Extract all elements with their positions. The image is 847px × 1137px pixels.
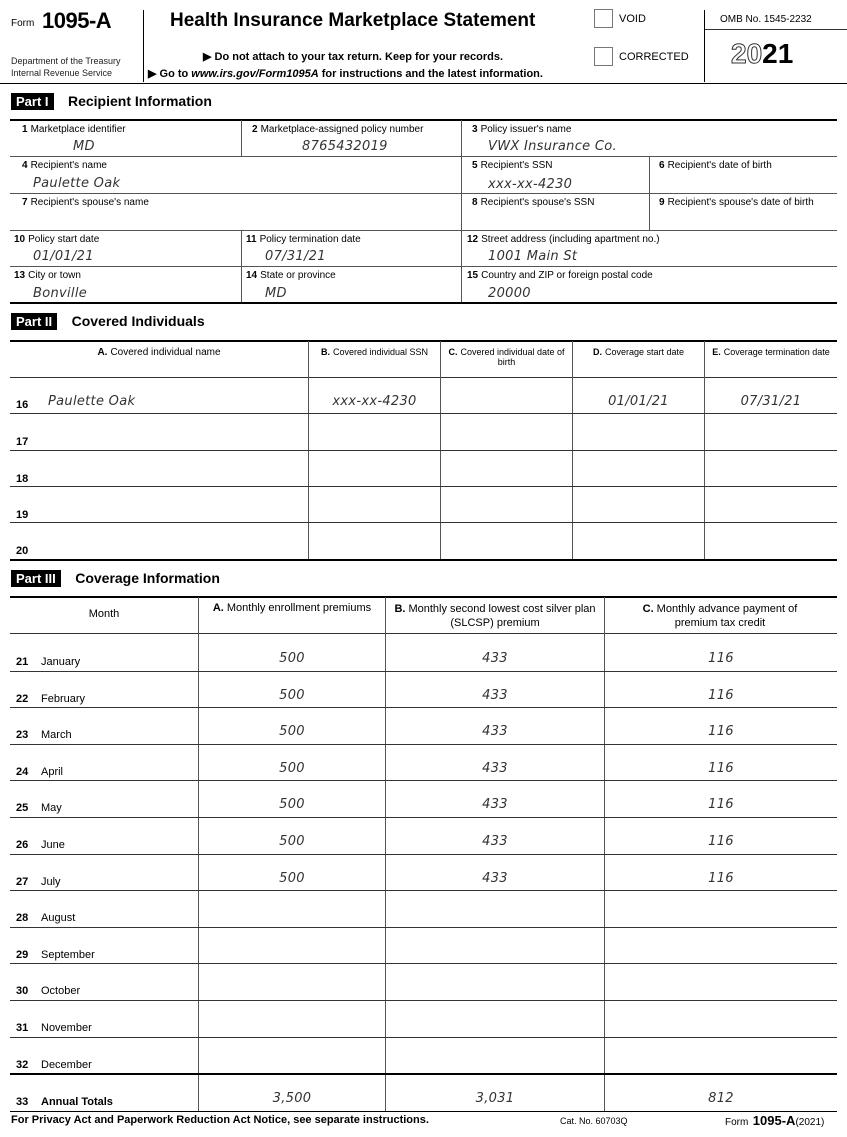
month-label: October [41,985,81,998]
city-field[interactable]: Bonville [33,286,88,301]
slcsp-premium-field[interactable]: 433 [482,834,508,849]
zip-field[interactable]: 20000 [488,286,531,301]
spouse-name-field[interactable] [33,212,453,228]
enrollment-premium-field[interactable]: 500 [279,760,305,776]
slcsp-premium-field[interactable] [386,944,604,960]
coverage-end-field[interactable]: 07/31/21 [740,394,802,409]
advance-payment-field[interactable]: 116 [708,687,734,703]
col-b-header: B. Covered individual SSN [320,347,429,357]
slcsp-premium-field[interactable] [386,980,604,996]
catalog-number: Cat. No. 60703Q [560,1116,628,1126]
enrollment-premium-field[interactable] [199,1054,385,1070]
part2-title: Covered Individuals [71,313,205,329]
enrollment-premium-field[interactable]: 500 [279,870,305,886]
divider [10,927,837,928]
col-e-header: E. Coverage termination date [712,347,830,357]
month-label: May [41,802,62,815]
slcsp-premium-field[interactable] [386,1054,604,1070]
part3-badge: Part III [11,570,61,587]
divider [10,450,837,451]
policy-termination-date-field[interactable]: 07/31/21 [265,249,326,264]
form-title: Health Insurance Marketplace Statement [170,10,536,31]
divider [10,156,837,157]
divider [10,780,837,781]
enrollment-premium-field[interactable]: 500 [279,797,305,813]
divider [10,1111,837,1112]
covered-name-field[interactable]: Paulette Oak [48,394,136,409]
recipient-dob-field[interactable] [670,177,830,193]
state-field[interactable]: MD [265,286,287,301]
month-label: July [41,875,61,888]
part1-title: Recipient Information [67,93,212,109]
col-a-header: A. Monthly enrollment premiums [212,602,372,614]
divider [10,340,837,342]
spouse-dob-field[interactable] [670,212,830,228]
divider [241,231,242,303]
divider [10,377,837,378]
covered-dob-field[interactable] [441,394,572,410]
advance-payment-field[interactable]: 116 [708,834,734,849]
field-10-label: 10 Policy start date [14,234,100,245]
divider [10,1000,837,1001]
divider [10,744,837,745]
field-4-label: 4 Recipient's name [22,160,107,171]
annual-totals-label: Annual Totals [41,1096,113,1108]
field-1-label: 1 Marketplace identifier [22,124,126,135]
divider [10,633,837,634]
enrollment-premium-field[interactable] [199,980,385,996]
field-7-label: 7 Recipient's spouse's name [22,197,149,208]
part1-header [11,93,212,111]
omb-number: OMB No. 1545-2232 [720,14,812,25]
divider [705,29,847,30]
month-label: November [41,1022,92,1034]
divider [10,671,837,672]
divider [704,10,705,82]
divider [461,231,462,303]
divider [10,230,837,231]
policy-number-field[interactable]: 8765432019 [302,139,388,154]
covered-name-field[interactable] [48,430,303,446]
month-col-header: Month [88,608,120,620]
month-label: June [41,839,65,851]
divider [10,266,837,267]
slcsp-premium-field[interactable]: 433 [482,687,508,703]
part2-header [11,313,205,331]
month-label: March [41,729,72,742]
form-number: 1095-A [42,8,112,33]
advance-payment-field[interactable]: 116 [708,760,734,776]
col-c-header: C. Monthly advance payment of premium tax credit [642,603,798,629]
slcsp-premium-field[interactable]: 433 [482,760,508,776]
divider [10,193,837,194]
field-15-label: 15 Country and ZIP or foreign postal code [467,270,653,281]
month-label: September [41,948,95,961]
advance-payment-field[interactable]: 116 [708,797,734,813]
covered-name-field[interactable] [48,539,303,555]
divider [10,486,837,487]
field-9-label: 9 Recipient's spouse's date of birth [659,197,814,208]
dept-line-1: Department of the Treasury [11,56,121,66]
divider [0,83,847,84]
field-3-label: 3 Policy issuer's name [472,124,572,135]
divider [10,596,837,598]
divider [10,559,837,561]
advance-payment-field[interactable] [605,944,837,960]
covered-name-field[interactable] [48,467,303,483]
corrected-label: CORRECTED [619,51,689,63]
enrollment-premium-field[interactable] [199,907,385,923]
part3-title: Coverage Information [75,570,220,586]
coverage-start-field[interactable]: 01/01/21 [608,394,669,409]
void-label: VOID [619,13,646,25]
divider [10,119,837,121]
advance-payment-field[interactable] [605,1054,837,1070]
form-header [0,0,847,84]
enrollment-premium-field[interactable]: 500 [279,834,305,849]
footer-form-id: Form 1095-A(2021) [725,1113,825,1128]
slcsp-premium-field[interactable]: 433 [482,797,508,813]
enrollment-premium-field[interactable]: 500 [279,687,305,703]
street-address-field[interactable]: 1001 Main St [488,249,578,264]
notice-instructions: ▶ Go to www.irs.gov/Form1095A for instructions and the latest information. [148,68,543,80]
slcsp-premium-field[interactable]: 433 [482,651,508,666]
covered-name-field[interactable] [48,503,303,519]
spouse-ssn-field[interactable] [488,212,638,228]
divider [10,817,837,818]
col-d-header: D. Coverage start date [592,347,685,357]
col-c-header: C. Covered individual date of birth [448,347,565,367]
marketplace-identifier-field[interactable]: MD [73,139,95,154]
slcsp-premium-field[interactable]: 433 [482,724,508,740]
field-14-label: 14 State or province [246,270,336,281]
total-slcsp-premium[interactable]: 3,031 [475,1091,515,1106]
month-label: April [41,765,64,778]
policy-issuer-field[interactable]: VWX Insurance Co. [488,139,617,154]
policy-start-date-field[interactable]: 01/01/21 [33,249,94,264]
recipient-name-field[interactable]: Paulette Oak [33,176,121,191]
slcsp-premium-field[interactable] [386,1017,604,1033]
slcsp-premium-field[interactable] [386,907,604,923]
divider [10,1037,837,1038]
field-2-label: 2 Marketplace-assigned policy number [252,124,424,135]
part2-badge: Part II [11,313,57,330]
col-a-header: A. Covered individual name [97,347,221,358]
enrollment-premium-field[interactable] [199,1017,385,1033]
dept-line-2: Internal Revenue Service [11,68,113,78]
total-advance-payment[interactable]: 812 [708,1091,734,1106]
divider [143,10,144,82]
divider [10,413,837,414]
divider [10,890,837,891]
field-8-label: 8 Recipient's spouse's SSN [472,197,595,208]
advance-payment-field[interactable]: 116 [708,870,734,886]
part1-badge: Part I [11,93,54,110]
enrollment-premium-field[interactable]: 500 [279,651,305,666]
form-prefix: Form [11,18,35,29]
field-11-label: 11 Policy termination date [246,234,361,245]
divider [461,120,462,156]
total-enrollment-premiums[interactable]: 3,500 [272,1091,312,1106]
tax-year: 2021 [731,38,794,69]
advance-payment-field[interactable] [605,1017,837,1033]
slcsp-premium-field[interactable]: 433 [482,870,508,886]
covered-ssn-field[interactable]: xxx-xx-4230 [332,394,417,409]
notice-do-not-attach: ▶ Do not attach to your tax return. Keep for your records. [203,51,504,63]
enrollment-premium-field[interactable]: 500 [279,724,305,740]
advance-payment-field[interactable] [605,980,837,996]
void-checkbox[interactable] [594,9,613,28]
enrollment-premium-field[interactable] [199,944,385,960]
divider [241,120,242,156]
part3-header [11,570,220,588]
divider [10,302,837,304]
col-b-header: B. Monthly second lowest cost silver plan (SLCSP) premium [394,603,596,629]
advance-payment-field[interactable]: 116 [708,724,734,740]
month-label: January [41,656,81,668]
divider [10,963,837,964]
field-12-label: 12 Street address (including apartment no.) [467,234,660,245]
irs-link[interactable]: www.irs.gov/Form1095A [191,68,319,80]
month-label: December [41,1058,92,1071]
corrected-checkbox[interactable] [594,47,613,66]
advance-payment-field[interactable]: 116 [708,651,734,666]
divider [10,707,837,708]
advance-payment-field[interactable] [605,907,837,923]
recipient-ssn-field[interactable]: xxx-xx-4230 [488,177,573,192]
divider [10,522,837,523]
divider [10,854,837,855]
divider [10,1073,837,1075]
field-6-label: 6 Recipient's date of birth [659,160,772,171]
month-label: August [41,912,76,925]
privacy-notice: For Privacy Act and Paperwork Reduction Act Notice, see separate instructions. [11,1114,429,1126]
month-label: February [41,692,86,705]
field-13-label: 13 City or town [14,270,81,281]
field-5-label: 5 Recipient's SSN [472,160,553,171]
